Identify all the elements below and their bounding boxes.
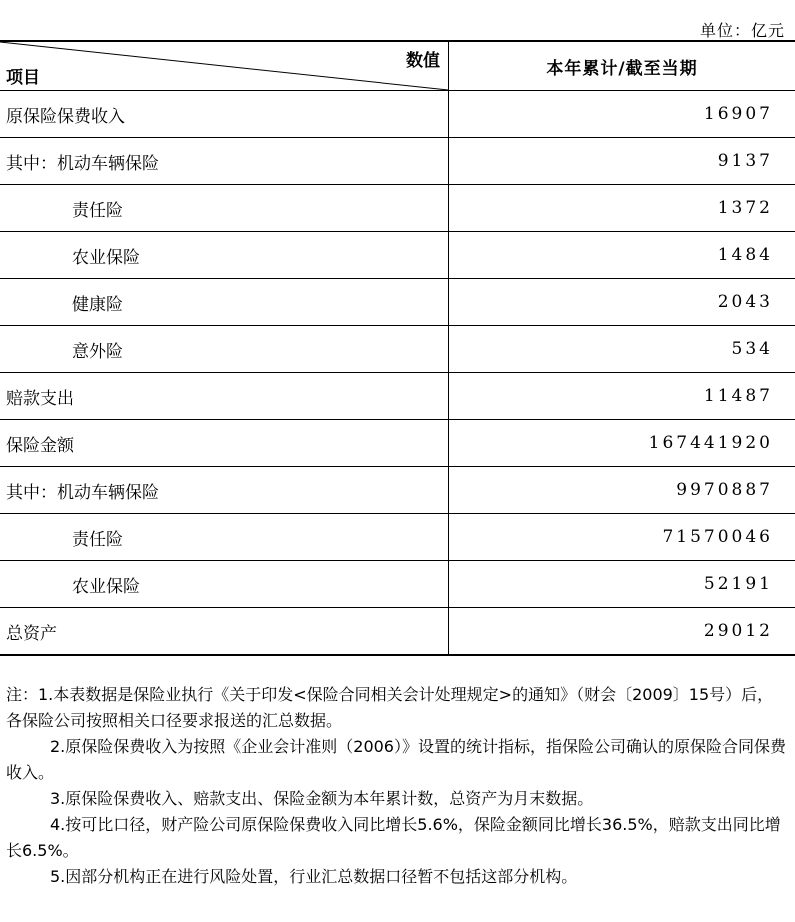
row-value: 9970887 (449, 467, 795, 514)
table-row (0, 561, 795, 608)
row-value: 1372 (449, 185, 795, 232)
insurance-data-table (0, 40, 795, 656)
table-header-row (0, 41, 795, 91)
row-label: 责任险 (0, 514, 449, 561)
row-value: 11487 (449, 373, 795, 420)
row-value: 2043 (449, 279, 795, 326)
table-row (0, 185, 795, 232)
table-row (0, 326, 795, 373)
row-value: 29012 (449, 608, 795, 656)
row-label: 其中：机动车辆保险 (0, 467, 449, 514)
table-row (0, 232, 795, 279)
footnote-2: 2.原保险保费收入为按照《企业会计准则（2006）》设置的统计指标，指保险公司确认的原保险合同保费收入。 (6, 737, 786, 782)
diagonal-divider-line (0, 42, 448, 90)
row-value: 52191 (449, 561, 795, 608)
table-row (0, 608, 795, 656)
table-row (0, 373, 795, 420)
footnotes (6, 682, 789, 890)
row-label: 总资产 (0, 608, 449, 656)
table-row (0, 279, 795, 326)
footnote-4: 4.按可比口径，财产险公司原保险保费收入同比增长5.6%，保险金额同比增长36.5%，赔款支出同比增长6.5%。 (6, 815, 781, 860)
row-label: 赔款支出 (0, 373, 449, 420)
row-value: 534 (449, 326, 795, 373)
row-value: 167441920 (449, 420, 795, 467)
header-value-caption: 数值 (406, 51, 440, 71)
row-label: 责任险 (0, 185, 449, 232)
row-label: 农业保险 (0, 232, 449, 279)
table-row (0, 467, 795, 514)
table-row (0, 91, 795, 138)
table-row (0, 514, 795, 561)
row-value: 1484 (449, 232, 795, 279)
footnote-5: 5.因部分机构正在进行风险处置，行业汇总数据口径暂不包括这部分机构。 (50, 867, 578, 886)
row-label: 原保险保费收入 (0, 91, 449, 138)
unit-label: 单位：亿元 (699, 21, 785, 40)
diagonal-header-cell (0, 41, 449, 91)
row-label: 保险金额 (0, 420, 449, 467)
row-label: 意外险 (0, 326, 449, 373)
row-value: 71570046 (449, 514, 795, 561)
table-row (0, 420, 795, 467)
footnote-3: 3.原保险保费收入、赔款支出、保险金额为本年累计数，总资产为月末数据。 (50, 789, 594, 808)
row-label: 其中：机动车辆保险 (0, 138, 449, 185)
footnote-1: 注：1.本表数据是保险业执行《关于印发<保险合同相关会计处理规定>的通知》（财会〔2009〕15号）后，各保险公司按照相关口径要求报送的汇总数据。 (6, 685, 774, 730)
header-value-column: 本年累计/截至当期 (449, 41, 795, 91)
table-row (0, 138, 795, 185)
row-label: 农业保险 (0, 561, 449, 608)
row-value: 9137 (449, 138, 795, 185)
row-value: 16907 (449, 91, 795, 138)
header-item-caption: 项目 (6, 68, 40, 88)
row-label: 健康险 (0, 279, 449, 326)
